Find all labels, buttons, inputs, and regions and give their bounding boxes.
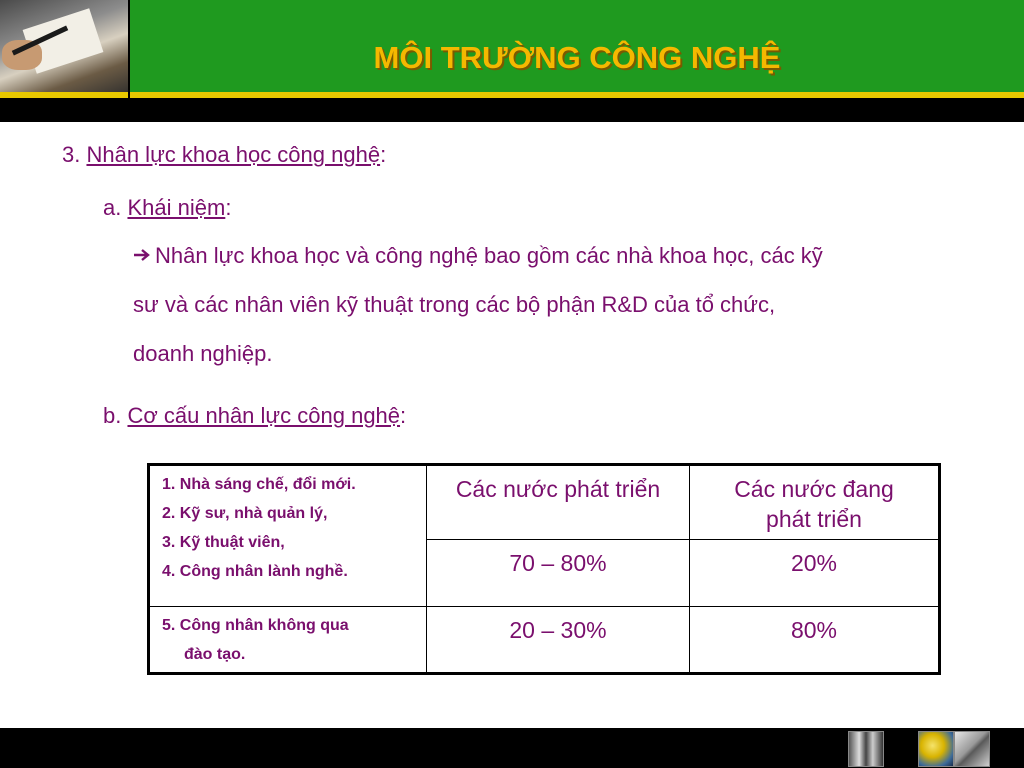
category-item: 4. Công nhân lành nghề. — [162, 563, 348, 580]
section-heading: 3. Nhân lực khoa học công nghệ: — [62, 142, 387, 167]
item-a-heading: a. Khái niệm: — [103, 195, 232, 220]
right-arrow-icon — [133, 243, 155, 269]
slide-title: MÔI TRƯỜNG CÔNG NGHỆ — [373, 40, 781, 75]
definition-line-2: sư và các nhân viên kỹ thuật trong các bộ phận R&D của tổ chức, — [133, 292, 776, 317]
footer-thumbnail-building — [848, 731, 884, 767]
value-developing: 80% — [690, 607, 940, 674]
category-cell — [149, 465, 427, 607]
table-row — [149, 607, 940, 674]
value-developed: 20 – 30% — [427, 607, 690, 674]
header-developed: Các nước phát triển — [427, 465, 690, 540]
header-bar — [0, 0, 1024, 122]
table-row — [149, 465, 940, 540]
item-b-heading-text: Cơ cấu nhân lực công nghệ — [127, 403, 401, 428]
value-developing: 20% — [690, 540, 940, 607]
category-item: 2. Kỹ sư, nhà quản lý, — [162, 505, 328, 522]
category-item: 3. Kỹ thuật viên, — [162, 534, 285, 551]
footer-thumbnail-handshake — [954, 731, 990, 767]
definition-line-1: Nhân lực khoa học và công nghệ bao gồm các nhà khoa học, các kỹ — [133, 243, 823, 269]
header-photo — [0, 0, 128, 98]
category-item: 5. Công nhân không qua — [162, 617, 349, 634]
definition-line-3: doanh nghiệp. — [133, 341, 273, 366]
category-item: 1. Nhà sáng chế, đổi mới. — [162, 476, 356, 493]
section-heading-text: Nhân lực khoa học công nghệ — [86, 142, 381, 167]
footer-thumbnail-globe — [918, 731, 954, 767]
value-developed: 70 – 80% — [427, 540, 690, 607]
header-stripe — [130, 92, 1024, 98]
workforce-structure-table — [147, 463, 941, 675]
header-developing: Các nước đang phát triển — [690, 465, 940, 540]
category-cell — [149, 607, 427, 674]
category-item: đào tạo. — [184, 646, 246, 663]
item-a-heading-text: Khái niệm — [127, 195, 226, 220]
item-b-heading: b. Cơ cấu nhân lực công nghệ: — [103, 403, 407, 428]
